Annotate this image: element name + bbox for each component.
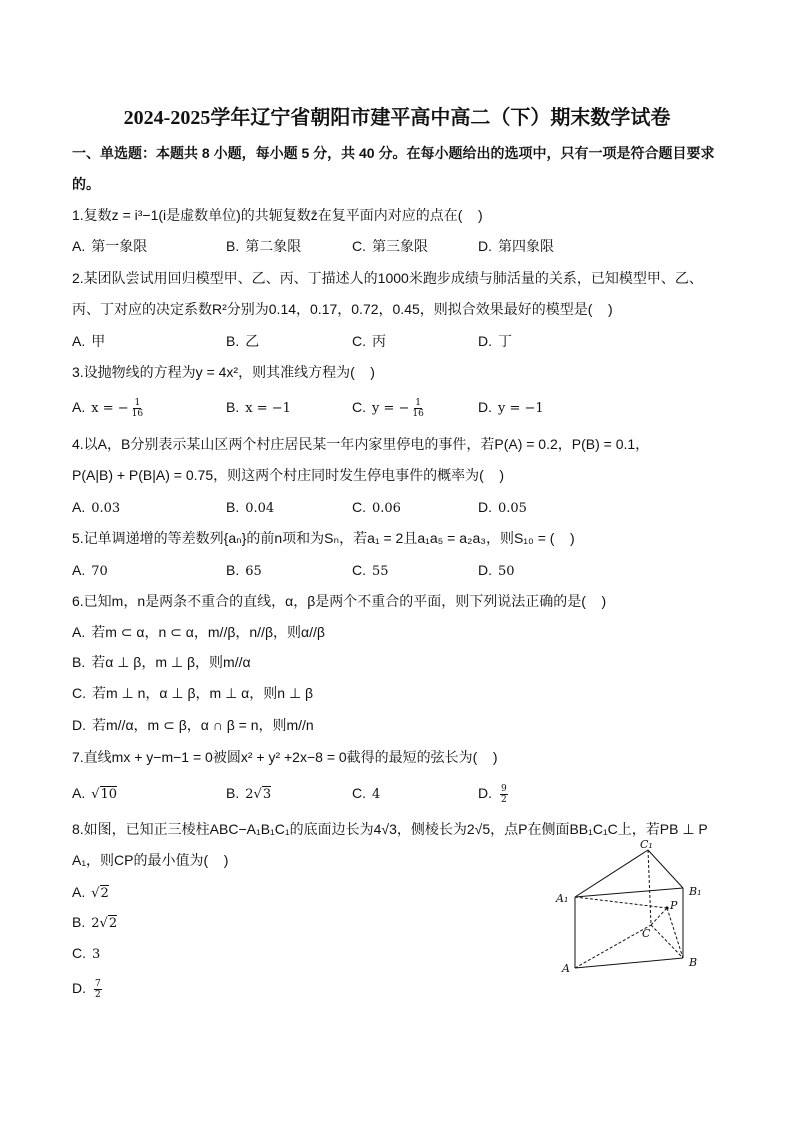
- fraction-numerator: 9: [501, 783, 507, 794]
- radicand: 2: [100, 886, 109, 901]
- fraction-numerator: 7: [95, 978, 101, 989]
- edge-c1-c: [648, 850, 651, 925]
- radicand: 10: [100, 787, 118, 802]
- square-root: √2: [91, 886, 109, 901]
- option-b[interactable]: [226, 397, 291, 419]
- question-5-options: [0, 560, 794, 584]
- option-d[interactable]: [478, 397, 544, 419]
- question-2-stem-line2: 丙、丁对应的决定系数R²分别为0.14，0.17，0.72，0.45，则拟合效果最好的模型是( ): [72, 301, 613, 317]
- option-text: 4: [372, 787, 381, 802]
- option-label: A.: [72, 238, 86, 254]
- option-text: 50: [498, 564, 515, 579]
- fraction: [131, 398, 144, 419]
- label-c1: C₁: [640, 838, 653, 851]
- question-1-options: [0, 236, 794, 260]
- option-label: D.: [72, 980, 86, 996]
- option-d[interactable]: [478, 236, 554, 256]
- option-label: A.: [72, 884, 86, 900]
- option-a[interactable]: [72, 622, 325, 642]
- option-d[interactable]: [478, 783, 508, 805]
- option-d[interactable]: [478, 560, 515, 582]
- fraction: [500, 784, 508, 805]
- option-text: 甲: [91, 333, 106, 349]
- option-label: C.: [352, 499, 366, 515]
- section-header-line2: 的。: [72, 176, 100, 192]
- option-text: 第三象限: [372, 238, 428, 254]
- option-label: B.: [226, 333, 240, 349]
- question-3-options: [0, 397, 794, 421]
- option-text: 第四象限: [498, 238, 554, 254]
- question-3-stem: 3.设抛物线的方程为y = 4x²，则其准线方程为( ): [72, 364, 375, 380]
- option-label: D.: [478, 333, 492, 349]
- label-c: C: [642, 927, 651, 940]
- option-text: 若m ⊂ α，n ⊂ α，m//β，n//β，则α//β: [91, 624, 325, 640]
- question-4-stem-line1: 4.以A，B分别表示某山区两个村庄居民某一年内家里停电的事件，若P(A) = 0.2，P(B) = 0.1，: [72, 436, 650, 452]
- option-d[interactable]: [72, 715, 314, 735]
- option-text: x = −: [91, 401, 129, 416]
- option-a[interactable]: [72, 560, 108, 582]
- option-label: D.: [72, 717, 86, 733]
- label-a: A: [562, 962, 570, 975]
- option-text: 丁: [498, 333, 512, 349]
- option-b[interactable]: [226, 560, 262, 582]
- fraction-numerator: 1: [415, 397, 421, 408]
- square-root: √10: [91, 787, 118, 802]
- option-label: A.: [72, 499, 86, 515]
- option-text: 65: [245, 564, 262, 579]
- option-text: 2: [91, 916, 100, 931]
- option-b[interactable]: [226, 236, 301, 256]
- option-label: C.: [352, 399, 366, 415]
- option-label: D.: [478, 499, 492, 515]
- option-c[interactable]: [352, 236, 428, 256]
- option-label: D.: [478, 399, 492, 415]
- option-text: 第一象限: [91, 238, 148, 254]
- option-c[interactable]: [72, 683, 313, 703]
- option-text: x = −1: [245, 401, 291, 416]
- fraction-denominator: 16: [412, 408, 424, 419]
- fraction: [411, 398, 424, 419]
- segment-c-p: [651, 908, 667, 925]
- question-1-stem: 1.复数z = i³−1(i是虚数单位)的共轭复数z̄在复平面内对应的点在( ): [72, 207, 483, 223]
- fraction-denominator: 2: [501, 794, 507, 805]
- option-c[interactable]: [352, 397, 425, 419]
- option-d[interactable]: [72, 978, 102, 1000]
- page-title: 2024-2025学年辽宁省朝阳市建平高中高二（下）期末数学试卷: [123, 107, 671, 129]
- option-label: A.: [72, 785, 86, 801]
- question-5-stem: 5.记单调递增的等差数列{aₙ}的前n项和为Sₙ，若a₁ = 2且a₁a₅ = a₂a₃，则S₁₀ = ( ): [72, 530, 575, 546]
- option-label: C.: [72, 685, 86, 701]
- option-text: 55: [372, 564, 389, 579]
- edge-a-b: [575, 958, 683, 968]
- option-label: B.: [226, 499, 240, 515]
- fraction-numerator: 1: [134, 397, 141, 408]
- option-text: 0.04: [245, 501, 275, 516]
- option-b[interactable]: [226, 497, 274, 519]
- option-text: 乙: [245, 333, 260, 349]
- option-label: A.: [72, 624, 86, 640]
- question-4-options: [0, 497, 794, 521]
- question-7-options: [0, 783, 794, 807]
- option-label: D.: [478, 562, 492, 578]
- option-label: C.: [72, 945, 86, 961]
- label-b: B: [689, 956, 698, 969]
- label-b1: B₁: [689, 885, 702, 898]
- option-c[interactable]: [352, 783, 380, 805]
- option-a[interactable]: [72, 783, 117, 805]
- square-root: √2: [99, 916, 118, 931]
- segment-p-b: [667, 908, 683, 958]
- edge-a1-b1: [575, 888, 683, 897]
- radicand: 3: [262, 787, 272, 802]
- option-label: B.: [226, 399, 240, 415]
- option-label: D.: [478, 238, 492, 254]
- edge-c1-b1: [648, 850, 683, 888]
- option-label: B.: [226, 785, 240, 801]
- option-c[interactable]: [352, 497, 401, 519]
- option-text: 若m ⊥ n，α ⊥ β，m ⊥ α，则n ⊥ β: [92, 685, 314, 701]
- question-7-stem: 7.直线mx + y−m−1 = 0被圆x² + y² +2x−8 = 0截得的最短的弦长为( ): [72, 749, 498, 765]
- section-header-line1: 一、单选题：本题共 8 小题，每小题 5 分，共 40 分。在每小题给出的选项中，只有一项是符合题目要求: [72, 145, 715, 161]
- question-2-options: [0, 331, 794, 355]
- option-text: 3: [92, 947, 101, 962]
- option-text: y = −: [372, 401, 410, 416]
- option-label: B.: [226, 238, 240, 254]
- fraction-denominator: 2: [95, 989, 101, 1000]
- option-label: B.: [72, 914, 86, 930]
- option-b[interactable]: [72, 652, 251, 672]
- option-text: 若α ⊥ β，m ⊥ β，则m//α: [91, 654, 251, 670]
- option-label: C.: [352, 238, 366, 254]
- option-a[interactable]: [72, 497, 120, 519]
- label-p: P: [670, 899, 678, 912]
- option-label: C.: [352, 785, 366, 801]
- option-text: 0.05: [498, 501, 527, 516]
- option-c[interactable]: [352, 331, 386, 351]
- question-4-stem-line2: P(A|B) + P(B|A) = 0.75，则这两个村庄同时发生停电事件的概率为( ): [72, 467, 504, 483]
- point-p-dot: [665, 906, 668, 909]
- segment-a1-p: [575, 897, 667, 908]
- label-a1: A₁: [556, 892, 569, 905]
- option-text: 0.03: [91, 501, 121, 516]
- option-a[interactable]: [72, 331, 105, 351]
- prism-figure: [548, 838, 718, 978]
- radicand: 2: [108, 916, 118, 931]
- fraction-denominator: 16: [131, 408, 144, 419]
- option-b[interactable]: [72, 912, 117, 934]
- option-a[interactable]: [72, 882, 109, 904]
- option-text: 丙: [372, 333, 386, 349]
- option-label: A.: [72, 562, 86, 578]
- option-label: B.: [226, 562, 240, 578]
- option-label: D.: [478, 785, 492, 801]
- option-text: y = −1: [498, 401, 544, 416]
- edge-a1-c1: [575, 850, 648, 897]
- option-b[interactable]: [226, 783, 271, 805]
- fraction: [94, 979, 102, 1000]
- option-a[interactable]: [72, 397, 144, 419]
- option-label: A.: [72, 399, 86, 415]
- option-a[interactable]: [72, 236, 147, 256]
- option-label: C.: [352, 562, 366, 578]
- option-text: 0.06: [372, 501, 401, 516]
- square-root: √3: [253, 787, 272, 802]
- option-c[interactable]: [72, 943, 100, 965]
- question-8-stem-line1: 8.如图，已知正三棱柱ABC−A₁B₁C₁的底面边长为4√3，侧棱长为2√5，点P在侧面BB₁C₁C上，若PB ⊥ P: [72, 821, 708, 837]
- option-d[interactable]: [478, 497, 527, 519]
- question-8-stem-line2: A₁，则CP的最小值为( ): [72, 852, 229, 868]
- option-text: 70: [91, 564, 108, 579]
- option-d[interactable]: [478, 331, 512, 351]
- option-text: 2: [245, 787, 254, 802]
- option-text: 第二象限: [245, 238, 302, 254]
- option-label: C.: [352, 333, 366, 349]
- option-c[interactable]: [352, 560, 389, 582]
- question-2-stem-line1: 2.某团队尝试用回归模型甲、乙、丙、丁描述人的1000米跑步成绩与肺活量的关系，已知模型甲、乙、: [72, 270, 703, 286]
- option-label: A.: [72, 333, 86, 349]
- question-6-stem: 6.已知m，n是两条不重合的直线，α，β是两个不重合的平面，则下列说法正确的是( ): [72, 593, 607, 609]
- option-b[interactable]: [226, 331, 259, 351]
- option-label: B.: [72, 654, 86, 670]
- option-text: 若m//α，m ⊂ β，α ∩ β = n，则m//n: [92, 717, 314, 733]
